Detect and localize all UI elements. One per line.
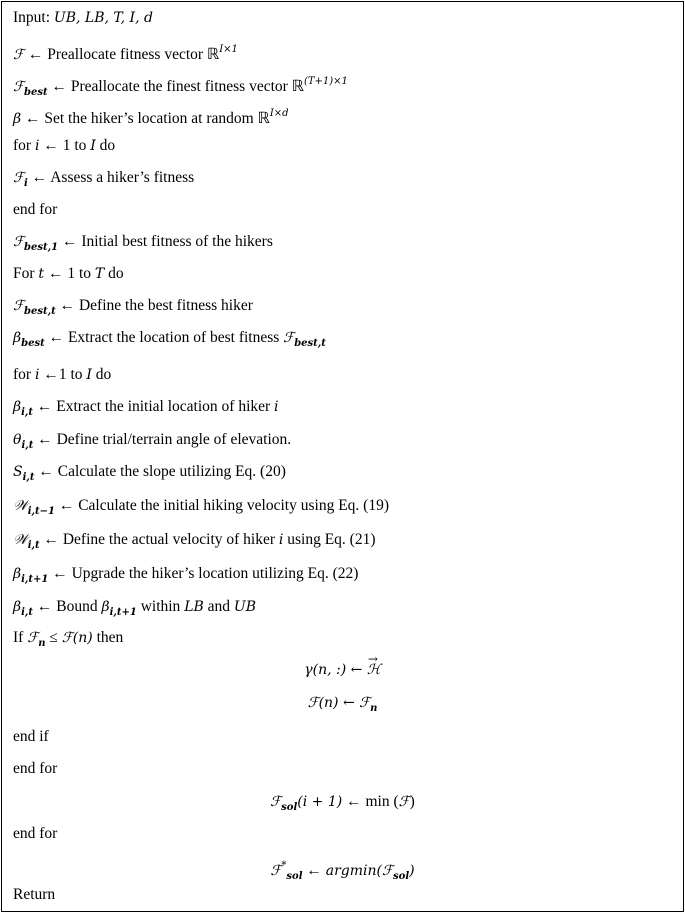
- line-text: If: [13, 629, 28, 646]
- math-expression: i,t: [21, 440, 34, 451]
- math-expression: best,t: [24, 306, 56, 317]
- math-expression: i,t: [21, 607, 33, 618]
- algorithm-line: [13, 462, 286, 488]
- algorithm-line: [13, 824, 57, 844]
- line-text: end for: [13, 760, 58, 777]
- math-expression: n: [38, 638, 46, 649]
- line-text: ←: [302, 862, 326, 879]
- line-text: for: [13, 137, 35, 154]
- algorithm-line: [13, 885, 55, 905]
- math-expression: I: [90, 138, 96, 154]
- line-text: ← Define the actual velocity of hiker: [39, 531, 279, 548]
- math-expression: T: [94, 266, 105, 282]
- line-text: ← Extract the initial location of hiker: [33, 398, 275, 415]
- math-expression: best: [24, 87, 48, 98]
- algorithm-line: [13, 397, 279, 423]
- math-expression: 𝒲: [13, 532, 28, 548]
- math-expression: i,t: [22, 472, 35, 483]
- math-expression: best: [21, 338, 45, 349]
- math-expression: ℱ: [270, 794, 282, 810]
- algorithm-line: [13, 564, 358, 590]
- math-expression: ℱ: [270, 863, 282, 879]
- line-text: end for: [13, 825, 58, 842]
- algorithm-line: [13, 136, 115, 156]
- math-expression: i,t+1: [21, 574, 49, 585]
- math-expression: β: [13, 566, 22, 582]
- math-expression: i: [278, 532, 284, 548]
- math-expression: best,t: [294, 338, 326, 349]
- math-expression: (T+1)×1: [303, 76, 348, 87]
- algorithm-line: [13, 727, 49, 747]
- math-expression: ℱ: [27, 630, 39, 646]
- line-text: ← Initial best fitness of the hikers: [58, 233, 273, 250]
- line-text: ← Bound: [33, 598, 102, 615]
- algorithm-line: [2, 693, 683, 719]
- line-text: then: [92, 629, 124, 646]
- math-expression: S: [13, 464, 23, 480]
- math-expression: UB, LB, T, I, d: [53, 10, 153, 26]
- line-text: and: [203, 598, 234, 615]
- math-expression: β: [101, 599, 110, 615]
- algorithm-line: [13, 232, 273, 258]
- algorithm-line: [2, 856, 683, 887]
- line-text: Input:: [13, 9, 54, 26]
- line-text: ← Define trial/terrain angle of elevation.: [33, 431, 292, 448]
- math-expression: i: [34, 367, 40, 383]
- algorithm-line: [13, 430, 291, 456]
- math-expression: ℱ: [13, 170, 25, 186]
- algorithm-line: [13, 597, 256, 623]
- line-text: Return: [13, 886, 56, 903]
- line-text: end for: [13, 201, 58, 218]
- math-expression: I: [86, 367, 92, 383]
- line-text: ← min (: [342, 793, 399, 810]
- line-text: do: [104, 265, 124, 282]
- algorithm-line: [13, 264, 124, 284]
- line-text: end if: [13, 728, 49, 745]
- algorithm-line: [13, 104, 289, 129]
- algorithm-line: [13, 628, 123, 654]
- line-text: ← 1 to: [44, 265, 95, 282]
- algorithm-line: [2, 792, 683, 818]
- math-expression: β: [13, 111, 22, 127]
- math-expression: ℱ(n): [61, 630, 93, 646]
- line-text: using Eq. (21): [283, 531, 376, 548]
- math-expression: ℱ: [283, 330, 295, 346]
- math-expression: ℱ: [13, 47, 25, 63]
- algorithm-line: [13, 365, 111, 385]
- math-expression: (i + 1): [297, 794, 343, 810]
- line-text: ← Preallocate fitness vector ℝ: [24, 46, 220, 63]
- line-text: ← Preallocate the finest fitness vector ℝ: [47, 78, 304, 95]
- algorithm-line: [13, 200, 57, 220]
- algorithm-line: [13, 72, 348, 103]
- math-expression: β: [13, 399, 22, 415]
- math-expression: ℱ: [13, 298, 25, 314]
- math-expression: LB: [184, 599, 204, 615]
- algorithm-line: [13, 496, 389, 522]
- algorithm-line: [13, 759, 57, 779]
- math-expression: γ(n, :) ←: [304, 662, 367, 678]
- line-text: do: [95, 137, 116, 154]
- math-expression: i,t: [27, 540, 40, 551]
- line-text: ← Set the hiker’s location at random ℝ: [21, 110, 270, 127]
- algorithm-line: [13, 328, 326, 354]
- math-expression: *: [281, 860, 287, 871]
- math-expression: UB: [233, 599, 257, 615]
- math-expression: argmin(ℱ: [325, 863, 394, 879]
- math-expression: β: [13, 330, 22, 346]
- algorithm-line: [13, 8, 153, 28]
- math-expression: θ: [13, 432, 22, 448]
- math-expression: 𝒲: [13, 498, 28, 514]
- line-text: ← Calculate the slope utilizing Eq. (20): [34, 463, 286, 480]
- math-expression: I×d: [269, 108, 289, 119]
- math-expression: sol: [281, 802, 298, 813]
- line-text: for: [13, 366, 35, 383]
- algorithm-line: [2, 660, 683, 680]
- math-expression: i,t−1: [27, 506, 55, 517]
- line-text: within: [136, 598, 185, 615]
- line-text: ←1 to: [39, 366, 87, 383]
- math-expression: n: [370, 703, 378, 714]
- math-expression: ℱ: [398, 794, 410, 810]
- math-expression: I×1: [219, 44, 238, 55]
- math-expression: sol: [286, 871, 303, 882]
- line-text: For: [13, 265, 39, 282]
- line-text: do: [91, 366, 112, 383]
- math-expression: i,t: [21, 407, 33, 418]
- line-text: ← Assess a hiker’s fitness: [27, 169, 195, 186]
- math-expression: i: [274, 399, 279, 415]
- algorithm-line: [13, 40, 238, 65]
- math-expression: ℱ: [13, 234, 25, 250]
- math-expression: → ℋ: [367, 660, 381, 680]
- math-expression: best,1: [24, 242, 59, 253]
- math-expression: β: [13, 599, 22, 615]
- line-text: ← Define the best fitness hiker: [55, 297, 253, 314]
- math-expression: ℱ(n) ← ℱ: [307, 695, 371, 711]
- math-expression: i: [34, 138, 40, 154]
- math-expression: i: [24, 178, 28, 189]
- line-text: ← 1 to: [39, 137, 91, 154]
- algorithm-box: [1, 1, 684, 912]
- math-expression: t: [38, 266, 45, 282]
- line-text: ): [409, 793, 415, 810]
- math-expression: ℱ: [13, 79, 25, 95]
- math-expression: i,t+1: [109, 607, 137, 618]
- algorithm-line: [13, 530, 376, 556]
- algorithm-line: [13, 296, 253, 322]
- algorithm-line: [13, 168, 194, 194]
- line-text: ← Calculate the initial hiking velocity using Eq. (19): [54, 497, 389, 514]
- line-text: ← Upgrade the hiker’s location utilizing Eq. (22): [48, 565, 359, 582]
- line-text: ← Extract the location of best fitness: [44, 329, 284, 346]
- math-expression: sol: [393, 871, 410, 882]
- line-text: ≤: [45, 629, 62, 646]
- math-expression: ): [409, 863, 415, 879]
